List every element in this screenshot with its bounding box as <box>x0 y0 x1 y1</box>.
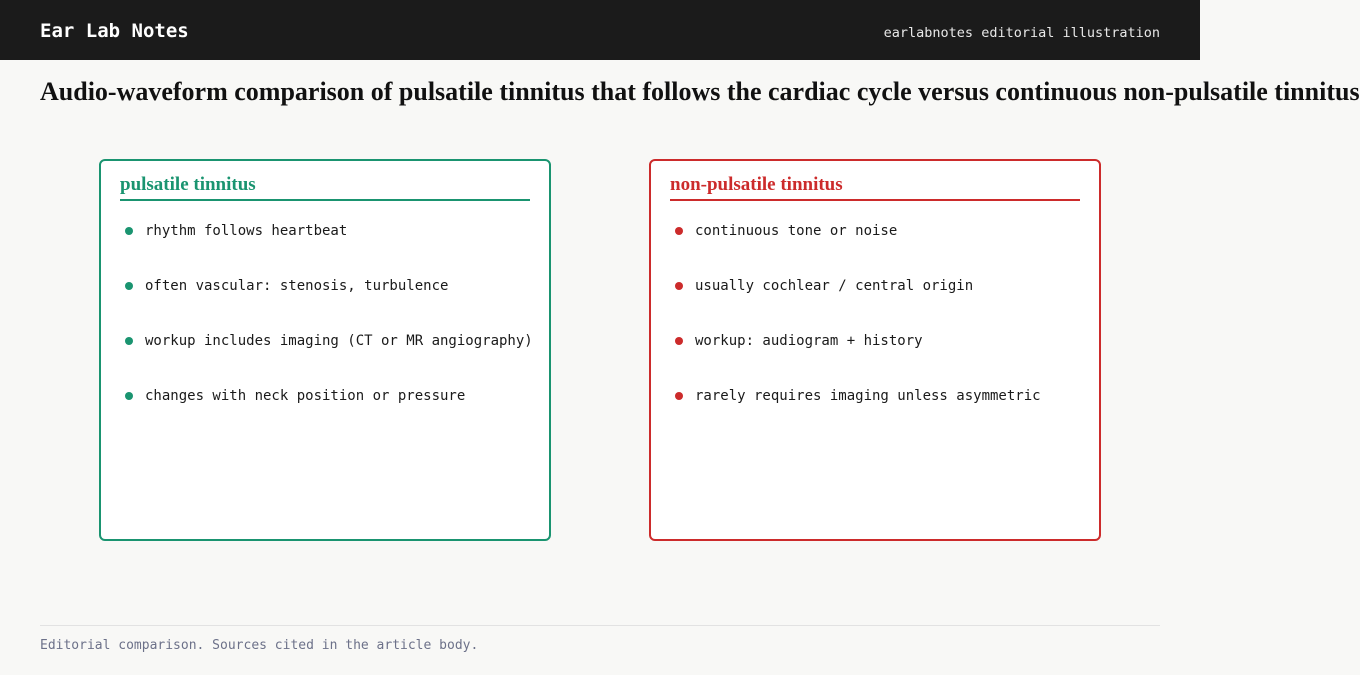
list-item-text: continuous tone or noise <box>695 223 898 239</box>
list-item-text: workup: audiogram + history <box>695 333 923 349</box>
footer-note: Editorial comparison. Sources cited in the article body. <box>40 638 479 653</box>
bullet-icon <box>125 337 133 345</box>
bullet-icon <box>675 392 683 400</box>
bullet-icon <box>125 282 133 290</box>
list-item-text: rhythm follows heartbeat <box>145 223 348 239</box>
footer-divider <box>40 625 1160 626</box>
pulsatile-card <box>99 159 551 541</box>
site-brand[interactable]: Ear Lab Notes <box>40 20 189 42</box>
bullet-icon <box>675 337 683 345</box>
site-tagline: earlabnotes editorial illustration <box>883 25 1160 41</box>
bullet-icon <box>675 227 683 235</box>
card-title: non-pulsatile tinnitus <box>670 173 1080 201</box>
non-pulsatile-card <box>649 159 1101 541</box>
list-item-text: usually cochlear / central origin <box>695 278 974 294</box>
bullet-icon <box>125 227 133 235</box>
bullet-icon <box>125 392 133 400</box>
top-bar <box>0 0 1200 60</box>
list-item-text: changes with neck position or pressure <box>145 388 466 404</box>
card-title: pulsatile tinnitus <box>120 173 530 201</box>
list-item-text: often vascular: stenosis, turbulence <box>145 278 449 294</box>
list-item-text: workup includes imaging (CT or MR angiography) <box>145 333 533 349</box>
page-title: Audio-waveform comparison of pulsatile tinnitus that follows the cardiac cycle versus continuous non-pulsatile tinnitus <box>40 77 1360 106</box>
list-item-text: rarely requires imaging unless asymmetric <box>695 388 1041 404</box>
bullet-icon <box>675 282 683 290</box>
